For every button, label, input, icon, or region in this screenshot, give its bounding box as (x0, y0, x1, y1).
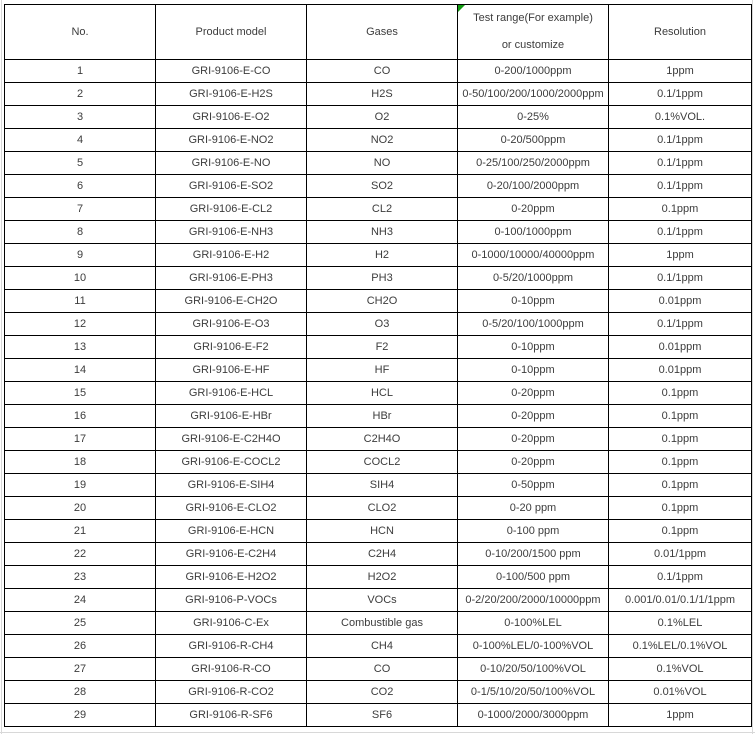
table-row (5, 451, 752, 474)
header-product-model: Product model (156, 5, 307, 60)
cell-no: 14 (5, 359, 156, 382)
cell-test-range: 0-10ppm (458, 290, 609, 313)
cell-no: 18 (5, 451, 156, 474)
cell-resolution: 0.01/1ppm (609, 543, 752, 566)
cell-no: 10 (5, 267, 156, 290)
table-row (5, 635, 752, 658)
cell-test-range: 0-25/100/250/2000ppm (458, 152, 609, 175)
cell-gas: HBr (307, 405, 458, 428)
cell-product-model: GRI-9106-E-HBr (156, 405, 307, 428)
cell-gas: CO2 (307, 681, 458, 704)
cell-product-model: GRI-9106-E-HCL (156, 382, 307, 405)
cell-test-range: 0-2/20/200/2000/10000ppm (458, 589, 609, 612)
cell-no: 27 (5, 658, 156, 681)
cell-test-range: 0-10/20/50/100%VOL (458, 658, 609, 681)
table-row (5, 612, 752, 635)
cell-no: 6 (5, 175, 156, 198)
cell-product-model: GRI-9106-E-C2H4 (156, 543, 307, 566)
cell-error-indicator-icon (458, 5, 465, 12)
cell-gas: C2H4 (307, 543, 458, 566)
header-test-range (458, 5, 609, 60)
table-header (5, 5, 752, 60)
cell-resolution: 1ppm (609, 60, 752, 83)
header-row (5, 5, 752, 60)
cell-resolution: 0.1%VOL. (609, 106, 752, 129)
cell-test-range: 0-20ppm (458, 198, 609, 221)
cell-product-model: GRI-9106-R-CO2 (156, 681, 307, 704)
cell-no: 22 (5, 543, 156, 566)
cell-gas: SIH4 (307, 474, 458, 497)
page-gridline-left (1, 0, 2, 734)
table-row (5, 198, 752, 221)
cell-product-model: GRI-9106-E-H2 (156, 244, 307, 267)
cell-test-range: 0-100/1000ppm (458, 221, 609, 244)
page-gridline-bottom (0, 732, 755, 733)
table-row (5, 704, 752, 727)
table-row (5, 60, 752, 83)
cell-no: 17 (5, 428, 156, 451)
cell-gas: Combustible gas (307, 612, 458, 635)
cell-no: 21 (5, 520, 156, 543)
cell-product-model: GRI-9106-E-O3 (156, 313, 307, 336)
cell-product-model: GRI-9106-E-HF (156, 359, 307, 382)
cell-gas: SO2 (307, 175, 458, 198)
cell-gas: CLO2 (307, 497, 458, 520)
cell-product-model: GRI-9106-C-Ex (156, 612, 307, 635)
cell-resolution: 0.1ppm (609, 428, 752, 451)
cell-resolution: 0.01ppm (609, 359, 752, 382)
table-row (5, 313, 752, 336)
cell-gas: HF (307, 359, 458, 382)
cell-test-range: 0-200/1000ppm (458, 60, 609, 83)
cell-resolution: 0.1/1ppm (609, 129, 752, 152)
cell-resolution: 0.01%VOL (609, 681, 752, 704)
table-row (5, 589, 752, 612)
table-body (5, 60, 752, 727)
cell-product-model: GRI-9106-E-CH2O (156, 290, 307, 313)
cell-test-range: 0-20ppm (458, 451, 609, 474)
cell-test-range: 0-1000/10000/40000ppm (458, 244, 609, 267)
cell-resolution: 0.1ppm (609, 405, 752, 428)
cell-no: 8 (5, 221, 156, 244)
cell-product-model: GRI-9106-E-NO2 (156, 129, 307, 152)
cell-product-model: GRI-9106-E-H2O2 (156, 566, 307, 589)
table-row (5, 405, 752, 428)
cell-gas: H2O2 (307, 566, 458, 589)
cell-test-range: 0-5/20/1000ppm (458, 267, 609, 290)
table-row (5, 497, 752, 520)
cell-product-model: GRI-9106-E-HCN (156, 520, 307, 543)
cell-resolution: 0.1ppm (609, 451, 752, 474)
cell-resolution: 0.01ppm (609, 290, 752, 313)
cell-no: 16 (5, 405, 156, 428)
cell-gas: NO (307, 152, 458, 175)
cell-test-range: 0-20 ppm (458, 497, 609, 520)
cell-gas: O3 (307, 313, 458, 336)
cell-test-range: 0-100%LEL (458, 612, 609, 635)
cell-product-model: GRI-9106-E-C2H4O (156, 428, 307, 451)
table-row (5, 543, 752, 566)
cell-gas: PH3 (307, 267, 458, 290)
cell-gas: COCL2 (307, 451, 458, 474)
table-row (5, 267, 752, 290)
cell-no: 25 (5, 612, 156, 635)
cell-test-range: 0-100%LEL/0-100%VOL (458, 635, 609, 658)
cell-resolution: 0.1/1ppm (609, 83, 752, 106)
cell-gas: C2H4O (307, 428, 458, 451)
cell-resolution: 0.1/1ppm (609, 313, 752, 336)
cell-resolution: 0.1ppm (609, 520, 752, 543)
cell-test-range: 0-10ppm (458, 359, 609, 382)
cell-test-range: 0-5/20/100/1000ppm (458, 313, 609, 336)
cell-gas: VOCs (307, 589, 458, 612)
cell-no: 4 (5, 129, 156, 152)
cell-resolution: 0.1%LEL (609, 612, 752, 635)
table-row (5, 520, 752, 543)
cell-no: 23 (5, 566, 156, 589)
table-row (5, 428, 752, 451)
cell-resolution: 0.01ppm (609, 336, 752, 359)
cell-test-range: 0-1000/2000/3000ppm (458, 704, 609, 727)
cell-test-range: 0-10/200/1500 ppm (458, 543, 609, 566)
cell-product-model: GRI-9106-E-NH3 (156, 221, 307, 244)
table-row (5, 221, 752, 244)
table-row (5, 474, 752, 497)
cell-resolution: 1ppm (609, 704, 752, 727)
cell-gas: F2 (307, 336, 458, 359)
cell-gas: NO2 (307, 129, 458, 152)
cell-gas: CH4 (307, 635, 458, 658)
cell-gas: CO (307, 658, 458, 681)
page-gridline-right (752, 0, 753, 734)
cell-resolution: 0.001/0.01/0.1/1/1ppm (609, 589, 752, 612)
cell-test-range: 0-50ppm (458, 474, 609, 497)
table-row (5, 175, 752, 198)
table-row (5, 658, 752, 681)
cell-resolution: 0.1ppm (609, 198, 752, 221)
cell-gas: CO (307, 60, 458, 83)
cell-resolution: 0.1ppm (609, 474, 752, 497)
cell-resolution: 0.1ppm (609, 382, 752, 405)
cell-resolution: 0.1/1ppm (609, 175, 752, 198)
cell-gas: NH3 (307, 221, 458, 244)
cell-product-model: GRI-9106-E-COCL2 (156, 451, 307, 474)
cell-product-model: GRI-9106-E-CL2 (156, 198, 307, 221)
table-row (5, 681, 752, 704)
header-resolution: Resolution (609, 5, 752, 60)
cell-test-range: 0-10ppm (458, 336, 609, 359)
table-row (5, 244, 752, 267)
cell-gas: CH2O (307, 290, 458, 313)
cell-test-range: 0-25% (458, 106, 609, 129)
cell-resolution: 0.1ppm (609, 497, 752, 520)
cell-product-model: GRI-9106-E-CO (156, 60, 307, 83)
cell-no: 9 (5, 244, 156, 267)
cell-test-range: 0-20ppm (458, 405, 609, 428)
cell-product-model: GRI-9106-E-H2S (156, 83, 307, 106)
table-row (5, 83, 752, 106)
table-row (5, 290, 752, 313)
cell-no: 2 (5, 83, 156, 106)
cell-no: 13 (5, 336, 156, 359)
cell-no: 5 (5, 152, 156, 175)
cell-product-model: GRI-9106-E-F2 (156, 336, 307, 359)
cell-test-range: 0-20/500ppm (458, 129, 609, 152)
cell-resolution: 0.1/1ppm (609, 566, 752, 589)
header-no: No. (5, 5, 156, 60)
cell-product-model: GRI-9106-E-CLO2 (156, 497, 307, 520)
cell-gas: HCL (307, 382, 458, 405)
cell-product-model: GRI-9106-E-NO (156, 152, 307, 175)
cell-no: 19 (5, 474, 156, 497)
gas-detector-spec-table (4, 4, 752, 727)
table-row (5, 336, 752, 359)
cell-gas: H2S (307, 83, 458, 106)
cell-test-range: 0-50/100/200/1000/2000ppm (458, 83, 609, 106)
cell-test-range: 0-100/500 ppm (458, 566, 609, 589)
cell-gas: H2 (307, 244, 458, 267)
cell-test-range: 0-20ppm (458, 428, 609, 451)
cell-no: 20 (5, 497, 156, 520)
cell-resolution: 0.1/1ppm (609, 221, 752, 244)
cell-gas: CL2 (307, 198, 458, 221)
cell-no: 3 (5, 106, 156, 129)
cell-resolution: 0.1/1ppm (609, 267, 752, 290)
cell-product-model: GRI-9106-E-SO2 (156, 175, 307, 198)
cell-no: 26 (5, 635, 156, 658)
cell-product-model: GRI-9106-E-O2 (156, 106, 307, 129)
cell-no: 1 (5, 60, 156, 83)
cell-resolution: 1ppm (609, 244, 752, 267)
table-row (5, 152, 752, 175)
header-test-range-line1: Test range(For example) (473, 12, 593, 24)
table-row (5, 106, 752, 129)
cell-gas: HCN (307, 520, 458, 543)
cell-no: 7 (5, 198, 156, 221)
cell-product-model: GRI-9106-R-SF6 (156, 704, 307, 727)
cell-no: 11 (5, 290, 156, 313)
cell-test-range: 0-100 ppm (458, 520, 609, 543)
header-gases: Gases (307, 5, 458, 60)
header-test-range-line2: or customize (501, 39, 565, 51)
table-row (5, 566, 752, 589)
cell-product-model: GRI-9106-P-VOCs (156, 589, 307, 612)
cell-no: 24 (5, 589, 156, 612)
cell-product-model: GRI-9106-R-CO (156, 658, 307, 681)
table-row (5, 382, 752, 405)
cell-product-model: GRI-9106-E-SIH4 (156, 474, 307, 497)
cell-test-range: 0-20/100/2000ppm (458, 175, 609, 198)
cell-gas: SF6 (307, 704, 458, 727)
cell-resolution: 0.1/1ppm (609, 152, 752, 175)
table-row (5, 129, 752, 152)
cell-test-range: 0-20ppm (458, 382, 609, 405)
cell-gas: O2 (307, 106, 458, 129)
cell-resolution: 0.1%LEL/0.1%VOL (609, 635, 752, 658)
cell-product-model: GRI-9106-R-CH4 (156, 635, 307, 658)
cell-no: 29 (5, 704, 156, 727)
cell-product-model: GRI-9106-E-PH3 (156, 267, 307, 290)
cell-test-range: 0-1/5/10/20/50/100%VOL (458, 681, 609, 704)
cell-no: 12 (5, 313, 156, 336)
table-row (5, 359, 752, 382)
cell-resolution: 0.1%VOL (609, 658, 752, 681)
cell-no: 15 (5, 382, 156, 405)
cell-no: 28 (5, 681, 156, 704)
